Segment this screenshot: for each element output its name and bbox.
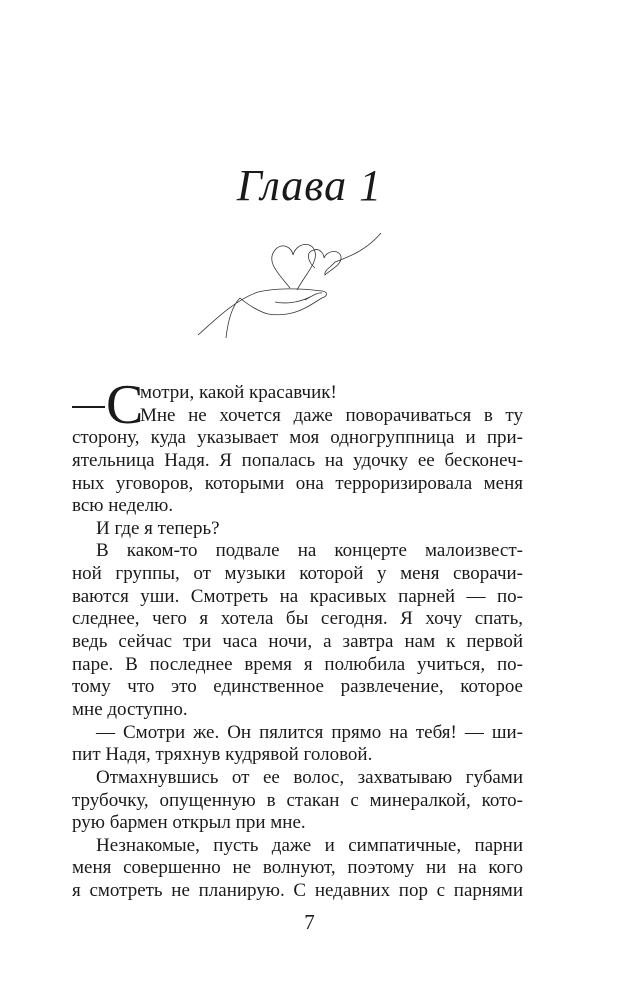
text-line: И где я теперь? (96, 517, 220, 539)
drop-cap: С (106, 374, 144, 436)
text-line: меня совершенно не волнуют, поэтому ни на кого (72, 857, 523, 879)
big-heart-icon (272, 244, 316, 290)
text-line: Отмахнувшись от ее волос, захватываю губами (96, 766, 523, 788)
text-line: тому что это единственное развлечение, которое (72, 676, 523, 698)
text-line: ятельница Надя. Я попалась на удочку ее бесконеч- (72, 449, 523, 471)
text-line: ной группы, от музыки которой у меня сворачи- (72, 563, 523, 585)
text-line: — Смотри же. Он пялится прямо на тебя! — ши- (96, 721, 523, 743)
small-heart-icon (308, 233, 381, 275)
text-line: всю неделю. (72, 495, 174, 517)
chapter-title: Глава 1 (236, 161, 383, 210)
text-line: мне доступно. (72, 698, 188, 720)
text-line: я смотреть не планирую. С недавних пор с парнями (72, 880, 523, 902)
page-number: 7 (304, 910, 315, 934)
text-line: мотри, какой красавчик! (140, 382, 337, 403)
hand-outline (198, 289, 327, 338)
text-line: сторону, куда указывает моя одногруппница и при- (72, 427, 523, 449)
em-dash (72, 406, 105, 408)
text-line: ваются уши. Смотреть на красивых парней — по- (72, 585, 523, 607)
body-text (72, 374, 523, 903)
text-line: ведь сейчас три часа ночи, а завтра нам к первой (72, 631, 523, 653)
text-line: В каком-то подвале на концерте малоизвест- (96, 540, 523, 562)
hand-with-hearts-illustration (190, 225, 390, 345)
text-line: Мне не хочется даже поворачиваться в ту (140, 404, 523, 426)
text-line: трубочку, опущенную в стакан с минералкой, кото- (72, 789, 523, 811)
text-line: паре. В последнее время я полюбила учиться, по- (72, 653, 523, 675)
text-line: следнее, чего я хотела бы сегодня. Я хочу спать, (72, 608, 523, 630)
text-line: ных уговоров, которыми она терроризировала меня (72, 472, 523, 494)
text-line: Незнакомые, пусть даже и симпатичные, парни (96, 834, 523, 856)
text-line: пит Надя, тряхнув кудрявой головой. (72, 744, 373, 766)
text-line: рую бармен открыл при мне. (72, 812, 306, 834)
